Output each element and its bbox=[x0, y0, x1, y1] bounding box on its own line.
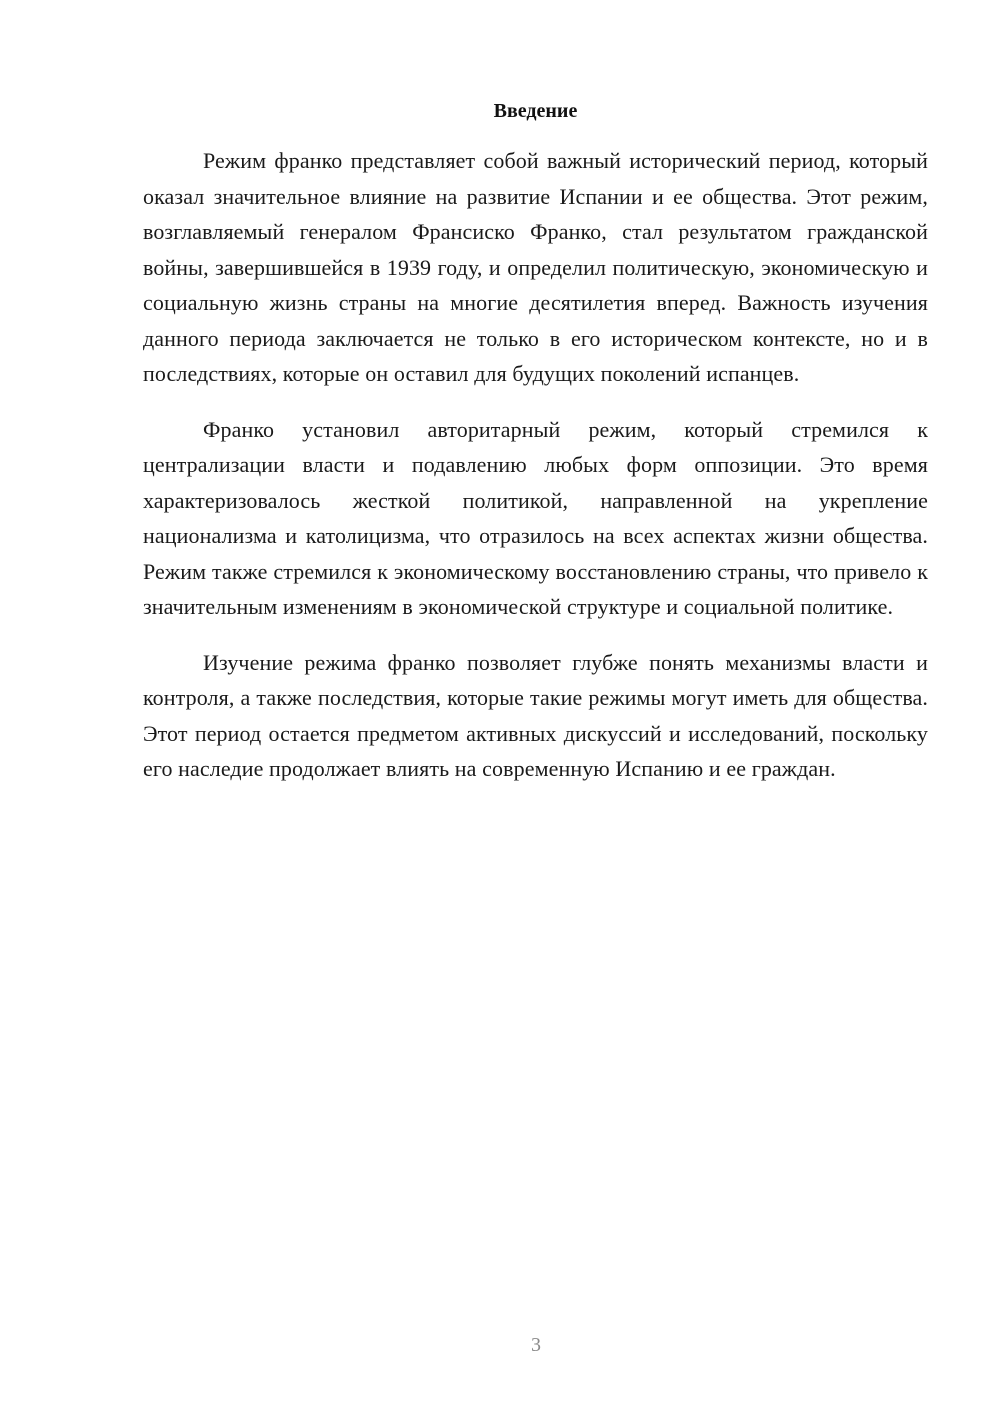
section-title: Введение bbox=[493, 100, 578, 122]
page-content bbox=[143, 95, 928, 807]
paragraph-2: Франко установил авторитарный режим, который стремился к централизации власти и подавлению любых форм оппозиции. Это время характеризовалось жесткой политикой, направленной на укрепление национализма и католицизма, что отразилось на всех аспектах жизни общества. Режим также стремился к экономическому восстановлению страны, что привело к значительным изменениям в экономической структуре и социальной политике. bbox=[143, 416, 928, 619]
paragraph-3: Изучение режима франко позволяет глубже понять механизмы власти и контроля, а также последствия, которые такие режимы могут иметь для общества. Этот период остается предметом активных дискуссий и исследований, поскольку его наследие продолжает влиять на современную Испанию и ее граждан. bbox=[143, 649, 928, 781]
paragraph-1: Режим франко представляет собой важный исторический период, который оказал значительное влияние на развитие Испании и ее общества. Этот режим, возглавляемый генералом Франсиско Франко, стал результатом гражданской войны, завершившейся в 1939 году, и определил политическую, экономическую и социальную жизнь страны на многие десятилетия вперед. Важность изучения данного периода заключается не только в его историческом контексте, но и в последствиях, которые он оставил для будущих поколений испанцев. bbox=[143, 148, 928, 386]
page-number: 3 bbox=[531, 1334, 541, 1356]
